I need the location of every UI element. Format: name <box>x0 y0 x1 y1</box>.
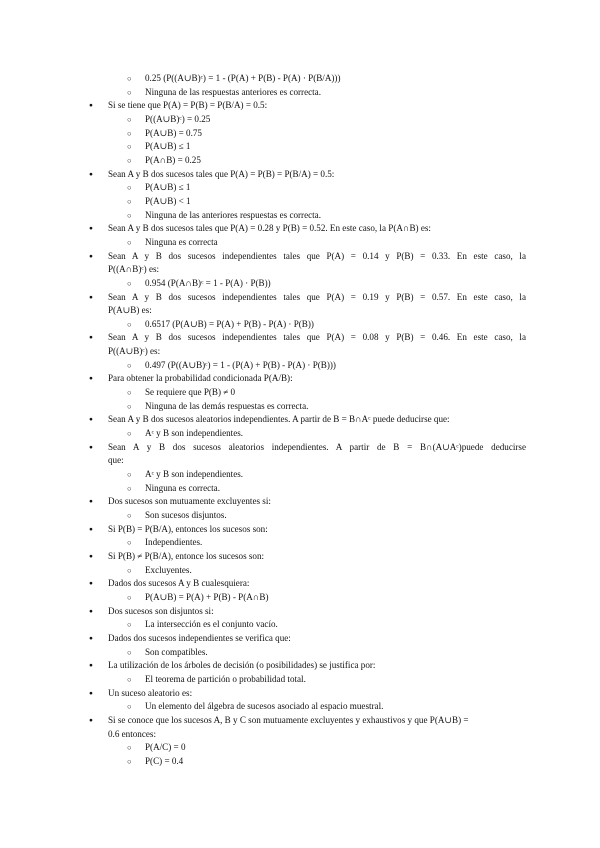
answer-item: ○ Ninguna es correcta <box>0 236 600 250</box>
answer-item: ○ Un elemento del álgebra de sucesos asociado al espacio muestral. <box>0 700 600 714</box>
answer-item: ○ P(A∩B) = 0.25 <box>0 154 600 168</box>
question-bullet: ● Dos sucesos son mutuamente excluyentes si: <box>0 495 600 509</box>
question-continuation: 0.6 entonces: <box>108 728 156 739</box>
answer-item: ○ El teorema de partición o probabilidad total. <box>0 673 600 687</box>
answer-item: ○ P((A∪B)ᶜ) = 0.25 <box>0 113 600 127</box>
question-bullet: ● Sean A y B dos sucesos independientes tales que P(A) = 0.08 y P(B) = 0.46. En este caso, la <box>0 331 526 345</box>
question-bullet: ● Sean A y B dos sucesos aleatorios independientes. A partir de B = B∩Aᶜ puede deducirse que: <box>0 413 600 427</box>
answer-item: ○ P(A∪B) < 1 <box>0 195 600 209</box>
answer-item: ○ P(A∪B) = P(A) + P(B) - P(A∩B) <box>0 591 600 605</box>
answer-item: ○ 0.954 (P(A∩B)ᶜ = 1 - P(A) · P(B)) <box>0 277 600 291</box>
question-bullet: ● Dados dos sucesos independientes se verifica que: <box>0 632 600 646</box>
question-bullet: ● Sean A y B dos sucesos aleatorios independientes. A partir de B = B∩(A∪Aᶜ)puede deducirse <box>0 441 526 455</box>
question-continuation: que: <box>108 455 124 466</box>
document-body <box>0 72 600 768</box>
answer-item: ○ Ninguna de las anteriores respuestas es correcta. <box>0 209 600 223</box>
question-bullet: ● Si se conoce que los sucesos A, B y C son mutuamente excluyentes y exhaustivos y que P(A∪B) = <box>0 714 600 728</box>
question-bullet: ● Sean A y B dos sucesos independientes tales que P(A) = 0.14 y P(B) = 0.33. En este caso, la <box>0 250 526 264</box>
question-bullet: ● Para obtener la probabilidad condicionada P(A/B): <box>0 372 600 386</box>
question-bullet: ● Un suceso aleatorio es: <box>0 687 600 701</box>
question-continuation: P((A∪B)ᶜ) es: <box>108 346 161 357</box>
answer-item: ○ 0.25 (P((A∪B)ᶜ) = 1 - (P(A) + P(B) - P(A) · P(B/A))) <box>0 72 600 86</box>
question-bullet: ● Si se tiene que P(A) = P(B) = P(B/A) = 0.5: <box>0 99 600 113</box>
answer-item: ○ 0.6517 (P(A∪B) = P(A) + P(B) - P(A) · P(B)) <box>0 318 600 332</box>
question-bullet: ● Dos sucesos son disjuntos si: <box>0 605 600 619</box>
question-continuation: P(A∪B) es: <box>108 305 152 316</box>
question-bullet: ● Sean A y B dos sucesos tales que P(A) = 0.28 y P(B) = 0.52. En este caso, la P(A∩B) es: <box>0 222 600 236</box>
question-bullet: ● Si P(B) ≠ P(B/A), entonce los sucesos son: <box>0 550 600 564</box>
answer-item: ○ Aᶜ y B son independientes. <box>0 427 600 441</box>
answer-item: ○ Ninguna de las respuestas anteriores es correcta. <box>0 86 600 100</box>
answer-item: ○ La intersección es el conjunto vacío. <box>0 618 600 632</box>
answer-item: ○ Se requiere que P(B) ≠ 0 <box>0 386 600 400</box>
answer-item: ○ Independientes. <box>0 536 600 550</box>
answer-item: ○ Ninguna es correcta. <box>0 482 600 496</box>
answer-item: ○ Ninguna de las demás respuestas es correcta. <box>0 400 600 414</box>
question-bullet: ● La utilización de los árboles de decisión (o posibilidades) se justifica por: <box>0 659 600 673</box>
question-bullet: ● Sean A y B dos sucesos tales que P(A) = P(B) = P(B/A) = 0.5: <box>0 168 600 182</box>
question-bullet: ● Si P(B) = P(B/A), entonces los sucesos son: <box>0 523 600 537</box>
answer-item: ○ Son sucesos disjuntos. <box>0 509 600 523</box>
answer-item: ○ 0.497 (P((A∪B)ᶜ) = 1 - (P(A) + P(B) - P(A) · P(B))) <box>0 359 600 373</box>
answer-item: ○ P(A/C) = 0 <box>0 741 600 755</box>
question-bullet: ● Sean A y B dos sucesos independientes tales que P(A) = 0.19 y P(B) = 0.57. En este caso, la <box>0 291 526 305</box>
question-continuation: P((A∩B)ᶜ) es: <box>108 264 160 275</box>
answer-item: ○ P(A∪B) ≤ 1 <box>0 181 600 195</box>
answer-item: ○ P(A∪B) ≤ 1 <box>0 140 600 154</box>
answer-item: ○ Aᶜ y B son independientes. <box>0 468 600 482</box>
question-bullet: ● Dados dos sucesos A y B cualesquiera: <box>0 577 600 591</box>
answer-item: ○ P(A∪B) = 0.75 <box>0 127 600 141</box>
answer-item: ○ Excluyentes. <box>0 564 600 578</box>
answer-item: ○ Son compatibles. <box>0 646 600 660</box>
answer-item: ○ P(C) = 0.4 <box>0 755 600 769</box>
